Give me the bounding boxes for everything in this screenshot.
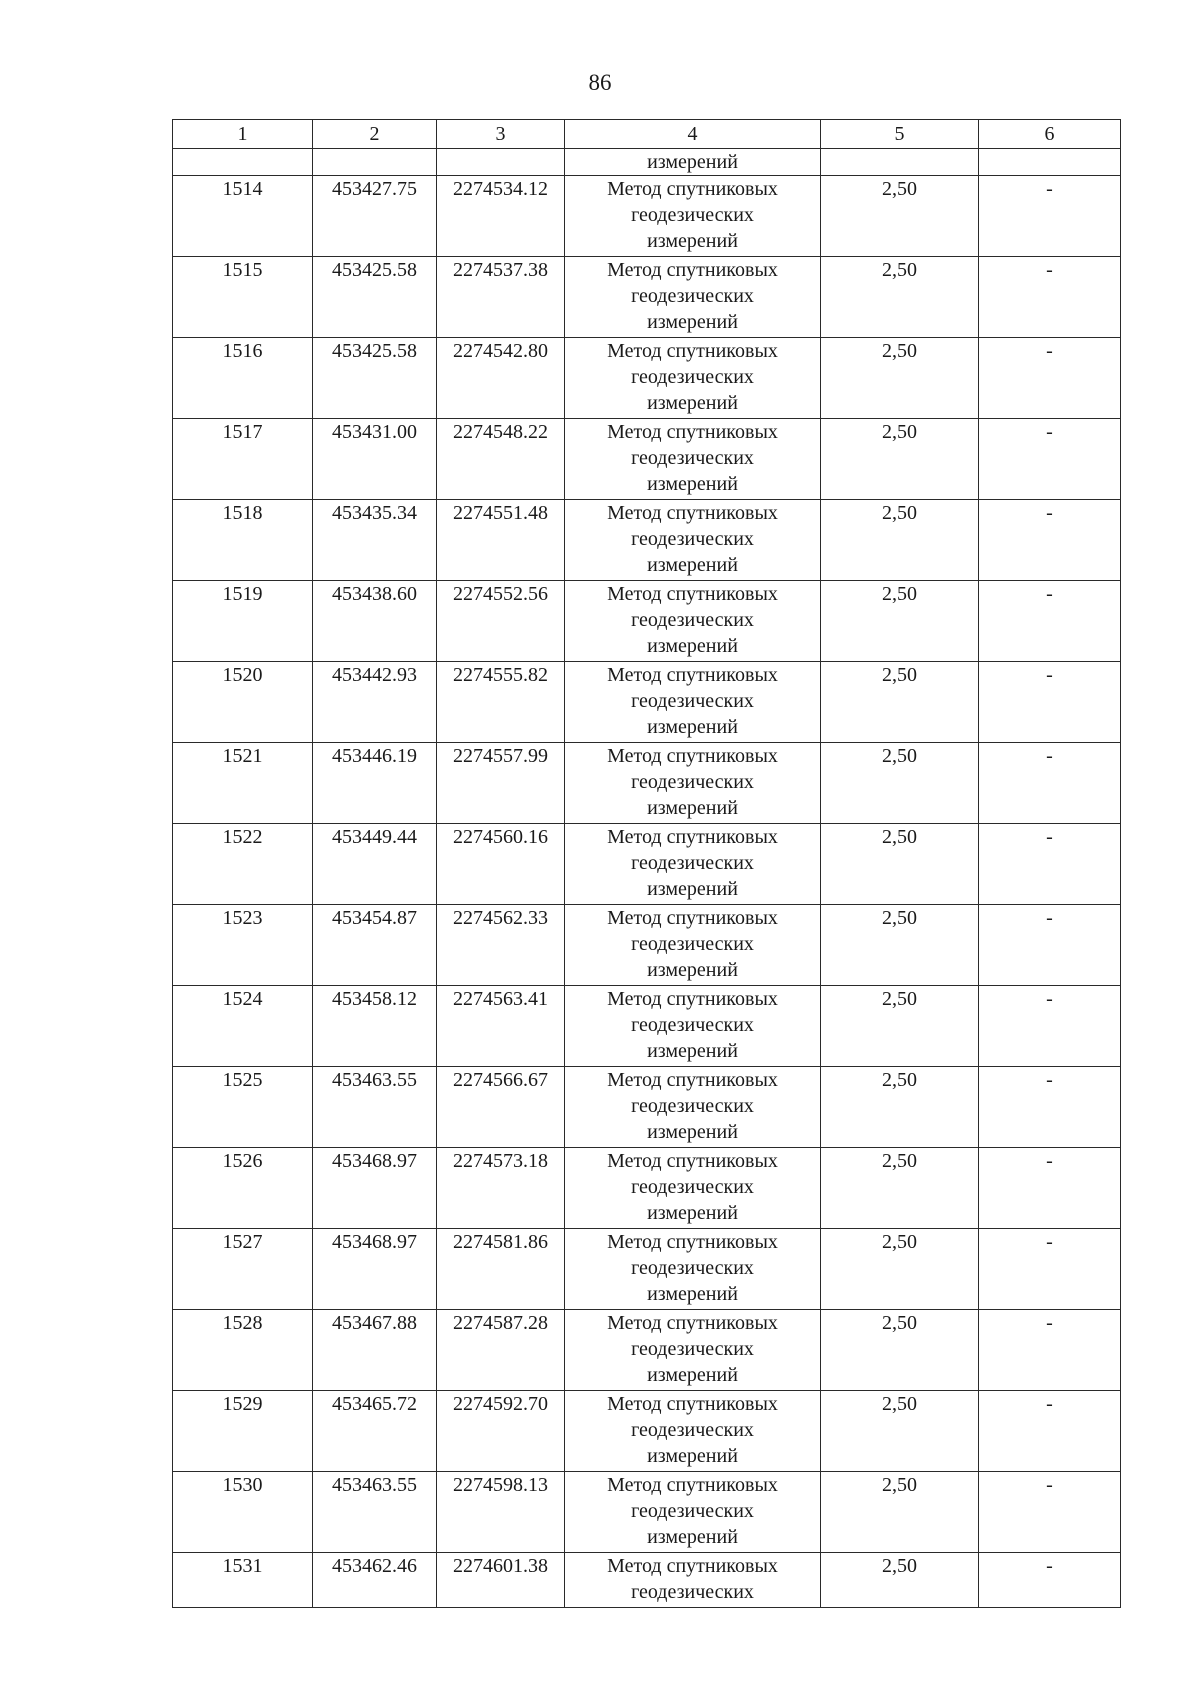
point-number-cell: 1527 — [173, 1229, 313, 1310]
method-cell — [565, 338, 821, 419]
x-coordinate-cell: 453467.88 — [313, 1310, 437, 1391]
point-number-cell: 1531 — [173, 1553, 313, 1608]
y-coordinate-cell: 2274542.80 — [437, 338, 565, 419]
x-coordinate-cell: 453449.44 — [313, 824, 437, 905]
method-line: геодезических — [631, 852, 754, 874]
method-line: геодезических — [631, 933, 754, 955]
method-line: измерений — [647, 1445, 738, 1467]
table-row — [173, 500, 1121, 581]
table-row — [173, 743, 1121, 824]
method-line: геодезических — [631, 1257, 754, 1279]
y-coordinate-cell: 2274592.70 — [437, 1391, 565, 1472]
accuracy-cell: 2,50 — [821, 1310, 979, 1391]
header-cell-2: 2 — [313, 120, 437, 149]
method-line: измерений — [647, 1040, 738, 1062]
note-cell: - — [979, 662, 1121, 743]
method-line: геодезических — [631, 447, 754, 469]
note-cell: - — [979, 1391, 1121, 1472]
method-line: Метод спутниковых — [607, 907, 778, 929]
x-coordinate-cell: 453435.34 — [313, 500, 437, 581]
method-cell — [565, 1067, 821, 1148]
method-cell — [565, 581, 821, 662]
method-cell — [565, 743, 821, 824]
x-coordinate-cell: 453442.93 — [313, 662, 437, 743]
header-cell-3: 3 — [437, 120, 565, 149]
note-cell: - — [979, 824, 1121, 905]
note-cell: - — [979, 1067, 1121, 1148]
method-line: измерений — [647, 797, 738, 819]
accuracy-cell: 2,50 — [821, 1148, 979, 1229]
x-coordinate-cell: 453468.97 — [313, 1148, 437, 1229]
method-line: Метод спутниковых — [607, 664, 778, 686]
method-line: Метод спутниковых — [607, 502, 778, 524]
point-number-cell: 1520 — [173, 662, 313, 743]
note-cell: - — [979, 581, 1121, 662]
method-line: Метод спутниковых — [607, 1474, 778, 1496]
note-cell: - — [979, 419, 1121, 500]
point-number-cell: 1519 — [173, 581, 313, 662]
method-line: Метод спутниковых — [607, 745, 778, 767]
continuation-cell-3 — [437, 149, 565, 176]
method-line: геодезических — [631, 771, 754, 793]
method-line: геодезических — [631, 366, 754, 388]
table-row — [173, 1472, 1121, 1553]
table-row — [173, 1553, 1121, 1608]
accuracy-cell: 2,50 — [821, 662, 979, 743]
method-line: Метод спутниковых — [607, 1312, 778, 1334]
note-cell: - — [979, 1553, 1121, 1608]
note-cell: - — [979, 905, 1121, 986]
y-coordinate-cell: 2274557.99 — [437, 743, 565, 824]
point-number-cell: 1529 — [173, 1391, 313, 1472]
method-line: измерений — [647, 959, 738, 981]
y-coordinate-cell: 2274537.38 — [437, 257, 565, 338]
y-coordinate-cell: 2274534.12 — [437, 176, 565, 257]
point-number-cell: 1524 — [173, 986, 313, 1067]
method-line: Метод спутниковых — [607, 340, 778, 362]
method-line: геодезических — [631, 609, 754, 631]
y-coordinate-cell: 2274563.41 — [437, 986, 565, 1067]
method-line: геодезических — [631, 1014, 754, 1036]
continuation-cell-2 — [313, 149, 437, 176]
table-row — [173, 662, 1121, 743]
accuracy-cell: 2,50 — [821, 1067, 979, 1148]
y-coordinate-cell: 2274601.38 — [437, 1553, 565, 1608]
point-number-cell: 1514 — [173, 176, 313, 257]
note-cell: - — [979, 1229, 1121, 1310]
method-cell — [565, 1391, 821, 1472]
y-coordinate-cell: 2274566.67 — [437, 1067, 565, 1148]
method-cell — [565, 1229, 821, 1310]
method-cell — [565, 1472, 821, 1553]
x-coordinate-cell: 453465.72 — [313, 1391, 437, 1472]
method-line: геодезических — [631, 1419, 754, 1441]
x-coordinate-cell: 453463.55 — [313, 1472, 437, 1553]
method-line: Метод спутниковых — [607, 1069, 778, 1091]
point-number-cell: 1516 — [173, 338, 313, 419]
accuracy-cell: 2,50 — [821, 1472, 979, 1553]
method-cell — [565, 419, 821, 500]
table-row — [173, 176, 1121, 257]
point-number-cell: 1515 — [173, 257, 313, 338]
method-line: Метод спутниковых — [607, 1555, 778, 1577]
point-number-cell: 1528 — [173, 1310, 313, 1391]
method-line: Метод спутниковых — [607, 259, 778, 281]
method-line: Метод спутниковых — [607, 421, 778, 443]
method-cell — [565, 1148, 821, 1229]
method-line: измерений — [647, 554, 738, 576]
method-line: Метод спутниковых — [607, 1150, 778, 1172]
point-number-cell: 1518 — [173, 500, 313, 581]
method-line: Метод спутниковых — [607, 1231, 778, 1253]
x-coordinate-cell: 453446.19 — [313, 743, 437, 824]
accuracy-cell: 2,50 — [821, 338, 979, 419]
point-number-cell: 1526 — [173, 1148, 313, 1229]
table-row — [173, 1229, 1121, 1310]
point-number-cell: 1530 — [173, 1472, 313, 1553]
accuracy-cell: 2,50 — [821, 581, 979, 662]
note-cell: - — [979, 1310, 1121, 1391]
method-line: измерений — [647, 1364, 738, 1386]
y-coordinate-cell: 2274552.56 — [437, 581, 565, 662]
method-line: Метод спутниковых — [607, 1393, 778, 1415]
header-cell-6: 6 — [979, 120, 1121, 149]
method-cell — [565, 662, 821, 743]
table-row — [173, 905, 1121, 986]
coordinates-table — [172, 119, 1121, 1608]
x-coordinate-cell: 453454.87 — [313, 905, 437, 986]
x-coordinate-cell: 453462.46 — [313, 1553, 437, 1608]
header-cell-1: 1 — [173, 120, 313, 149]
table-row — [173, 338, 1121, 419]
accuracy-cell: 2,50 — [821, 824, 979, 905]
continuation-method-cell: измерений — [565, 149, 821, 176]
y-coordinate-cell: 2274551.48 — [437, 500, 565, 581]
accuracy-cell: 2,50 — [821, 419, 979, 500]
accuracy-cell: 2,50 — [821, 1553, 979, 1608]
x-coordinate-cell: 453458.12 — [313, 986, 437, 1067]
table-row — [173, 986, 1121, 1067]
y-coordinate-cell: 2274562.33 — [437, 905, 565, 986]
continuation-cell-6 — [979, 149, 1121, 176]
method-line: Метод спутниковых — [607, 988, 778, 1010]
method-line: Метод спутниковых — [607, 178, 778, 200]
method-line: геодезических — [631, 1338, 754, 1360]
point-number-cell: 1525 — [173, 1067, 313, 1148]
method-line: измерений — [647, 1202, 738, 1224]
method-cell — [565, 1310, 821, 1391]
x-coordinate-cell: 453463.55 — [313, 1067, 437, 1148]
method-line: геодезических — [631, 690, 754, 712]
table-header-row — [173, 120, 1121, 149]
method-line: геодезических — [631, 1500, 754, 1522]
method-line: Метод спутниковых — [607, 583, 778, 605]
y-coordinate-cell: 2274581.86 — [437, 1229, 565, 1310]
table-row — [173, 824, 1121, 905]
method-line: геодезических — [631, 1095, 754, 1117]
method-cell — [565, 500, 821, 581]
method-line: измерений — [647, 392, 738, 414]
method-cell — [565, 1553, 821, 1608]
note-cell: - — [979, 338, 1121, 419]
method-line: измерений — [647, 230, 738, 252]
method-line: измерений — [647, 473, 738, 495]
x-coordinate-cell: 453427.75 — [313, 176, 437, 257]
accuracy-cell: 2,50 — [821, 176, 979, 257]
continuation-cell-5 — [821, 149, 979, 176]
note-cell: - — [979, 1472, 1121, 1553]
point-number-cell: 1522 — [173, 824, 313, 905]
method-cell — [565, 986, 821, 1067]
point-number-cell: 1521 — [173, 743, 313, 824]
method-line: измерений — [647, 878, 738, 900]
accuracy-cell: 2,50 — [821, 905, 979, 986]
table-row — [173, 581, 1121, 662]
x-coordinate-cell: 453468.97 — [313, 1229, 437, 1310]
y-coordinate-cell: 2274573.18 — [437, 1148, 565, 1229]
note-cell: - — [979, 257, 1121, 338]
table-row — [173, 257, 1121, 338]
point-number-cell: 1523 — [173, 905, 313, 986]
header-cell-5: 5 — [821, 120, 979, 149]
y-coordinate-cell: 2274555.82 — [437, 662, 565, 743]
method-line: геодезических — [631, 285, 754, 307]
y-coordinate-cell: 2274598.13 — [437, 1472, 565, 1553]
continuation-row — [173, 149, 1121, 176]
method-line: измерений — [647, 716, 738, 738]
x-coordinate-cell: 453425.58 — [313, 338, 437, 419]
table-body — [173, 120, 1121, 1608]
method-cell — [565, 176, 821, 257]
accuracy-cell: 2,50 — [821, 743, 979, 824]
accuracy-cell: 2,50 — [821, 1391, 979, 1472]
y-coordinate-cell: 2274587.28 — [437, 1310, 565, 1391]
method-line: измерений — [647, 311, 738, 333]
method-cell — [565, 905, 821, 986]
note-cell: - — [979, 176, 1121, 257]
y-coordinate-cell: 2274560.16 — [437, 824, 565, 905]
accuracy-cell: 2,50 — [821, 1229, 979, 1310]
table-row — [173, 1310, 1121, 1391]
x-coordinate-cell: 453425.58 — [313, 257, 437, 338]
table-row — [173, 1067, 1121, 1148]
method-line: Метод спутниковых — [607, 826, 778, 848]
note-cell: - — [979, 743, 1121, 824]
accuracy-cell: 2,50 — [821, 500, 979, 581]
method-line: геодезических — [631, 528, 754, 550]
continuation-cell-1 — [173, 149, 313, 176]
method-line: измерений — [647, 1526, 738, 1548]
header-cell-4: 4 — [565, 120, 821, 149]
accuracy-cell: 2,50 — [821, 257, 979, 338]
table-row — [173, 1391, 1121, 1472]
method-cell — [565, 257, 821, 338]
y-coordinate-cell: 2274548.22 — [437, 419, 565, 500]
x-coordinate-cell: 453438.60 — [313, 581, 437, 662]
accuracy-cell: 2,50 — [821, 986, 979, 1067]
note-cell: - — [979, 1148, 1121, 1229]
table-row — [173, 419, 1121, 500]
note-cell: - — [979, 986, 1121, 1067]
note-cell: - — [979, 500, 1121, 581]
method-line: измерений — [647, 1121, 738, 1143]
method-line: геодезических — [631, 204, 754, 226]
method-line: геодезических — [631, 1581, 754, 1603]
x-coordinate-cell: 453431.00 — [313, 419, 437, 500]
method-line: геодезических — [631, 1176, 754, 1198]
page-number: 86 — [588, 70, 612, 95]
table-row — [173, 1148, 1121, 1229]
method-line: измерений — [647, 635, 738, 657]
method-line: измерений — [647, 1283, 738, 1305]
method-cell — [565, 824, 821, 905]
point-number-cell: 1517 — [173, 419, 313, 500]
